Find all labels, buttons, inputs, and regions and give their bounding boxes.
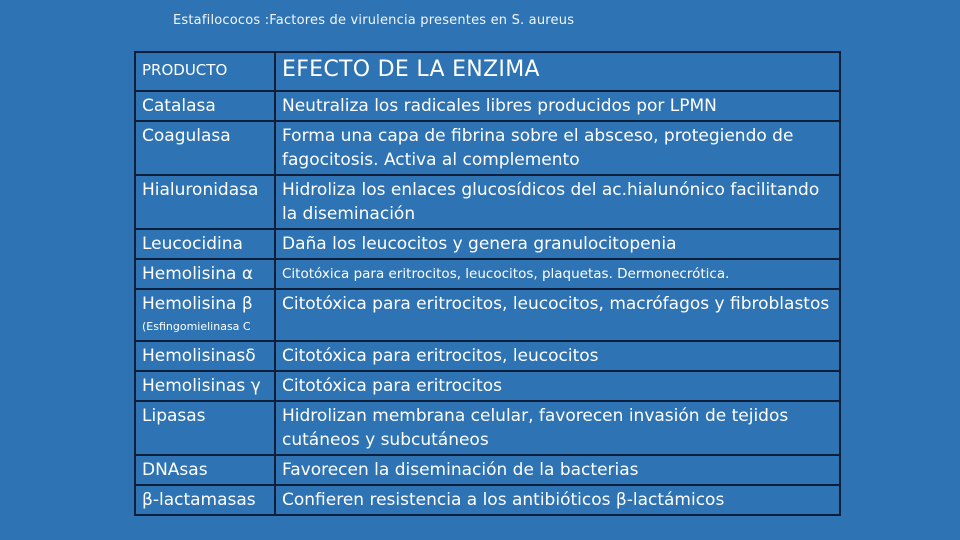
effect-cell: Citotóxica para eritrocitos, leucocitos, macrófagos y fibroblastos (275, 289, 840, 341)
table-row (135, 401, 840, 455)
product-cell: β-lactamasas (135, 485, 275, 515)
slide-title: Estafilococos :Factores de virulencia presentes en S. aureus (173, 13, 575, 28)
product-cell: DNAsas (135, 455, 275, 485)
table-row (135, 485, 840, 515)
table-row (135, 175, 840, 229)
effect-cell: Citotóxica para eritrocitos, leucocitos, plaquetas. Dermonecrótica. (275, 259, 840, 289)
table-row (135, 371, 840, 401)
effect-cell: Hidroliza los enlaces glucosídicos del ac.hialunónico facilitando la diseminación (275, 175, 840, 229)
product-cell: Catalasa (135, 91, 275, 121)
table-row (135, 121, 840, 175)
product-cell: Hemolisina α (135, 259, 275, 289)
product-cell: Hemolisinasδ (135, 341, 275, 371)
table-row (135, 341, 840, 371)
product-cell: Hemolisinas γ (135, 371, 275, 401)
effect-cell: Daña los leucocitos y genera granulocitopenia (275, 229, 840, 259)
product-cell: Hialuronidasa (135, 175, 275, 229)
effect-cell: Neutraliza los radicales libres producidos por LPMN (275, 91, 840, 121)
table-header-row (135, 52, 840, 91)
table-row (135, 259, 840, 289)
table-row (135, 229, 840, 259)
product-cell (135, 289, 275, 341)
product-name: Hemolisina β (142, 294, 253, 314)
effect-cell: Citotóxica para eritrocitos, leucocitos (275, 341, 840, 371)
virulence-factors-table (134, 51, 841, 516)
product-note: (Esfingomielinasa C (142, 320, 251, 333)
effect-cell: Confieren resistencia a los antibióticos β-lactámicos (275, 485, 840, 515)
effect-cell: Hidrolizan membrana celular, favorecen invasión de tejidos cutáneos y subcutáneos (275, 401, 840, 455)
product-cell: Coagulasa (135, 121, 275, 175)
table-row (135, 91, 840, 121)
header-product: PRODUCTO (135, 52, 275, 91)
product-cell: Leucocidina (135, 229, 275, 259)
effect-cell: Favorecen la diseminación de la bacterias (275, 455, 840, 485)
header-effect: EFECTO DE LA ENZIMA (275, 52, 840, 91)
product-cell: Lipasas (135, 401, 275, 455)
effect-cell: Forma una capa de fibrina sobre el absceso, protegiendo de fagocitosis. Activa al complemento (275, 121, 840, 175)
effect-cell: Citotóxica para eritrocitos (275, 371, 840, 401)
table-row (135, 289, 840, 341)
table-row (135, 455, 840, 485)
